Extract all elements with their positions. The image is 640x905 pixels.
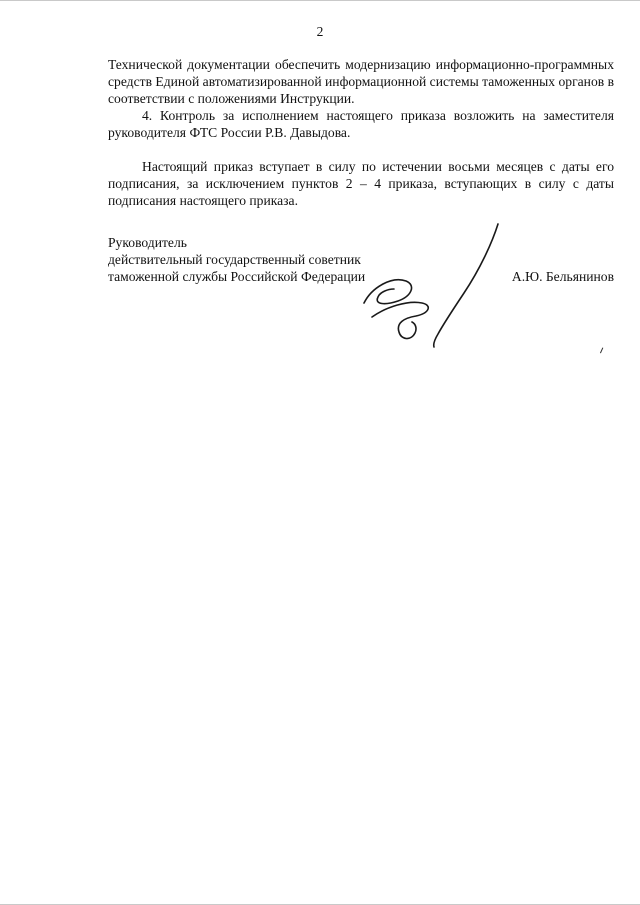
signer-name: А.Ю. Бельянинов	[511, 269, 614, 284]
signer-position-line-1: Руководитель	[108, 235, 187, 250]
paragraph-technical-documentation: Технической документации обеспечить модернизацию информационно-программных средств Единой автоматизированной информационной системы таможенных органов в соответствии с положениями Инструкции.	[108, 57, 614, 106]
signature-block	[108, 234, 614, 285]
scan-artifact-mark	[600, 347, 606, 354]
signer-position	[108, 234, 365, 285]
page-number: 2	[316, 24, 324, 39]
document-body	[108, 56, 614, 285]
paragraph-item-4-control: 4. Контроль за исполнением настоящего приказа возложить на заместителя руководителя ФТС России Р.В. Давыдова.	[108, 108, 614, 140]
signer-position-line-3: таможенной службы Российской Федерации	[108, 269, 366, 284]
signer-position-line-2: действительный государственный советник	[108, 252, 361, 267]
paragraph-entry-into-force: Настоящий приказ вступает в силу по истечении восьми месяцев с даты его подписания, за исключением пунктов 2 – 4 приказа, вступающих в силу с даты подписания настоящего приказа.	[108, 159, 614, 208]
